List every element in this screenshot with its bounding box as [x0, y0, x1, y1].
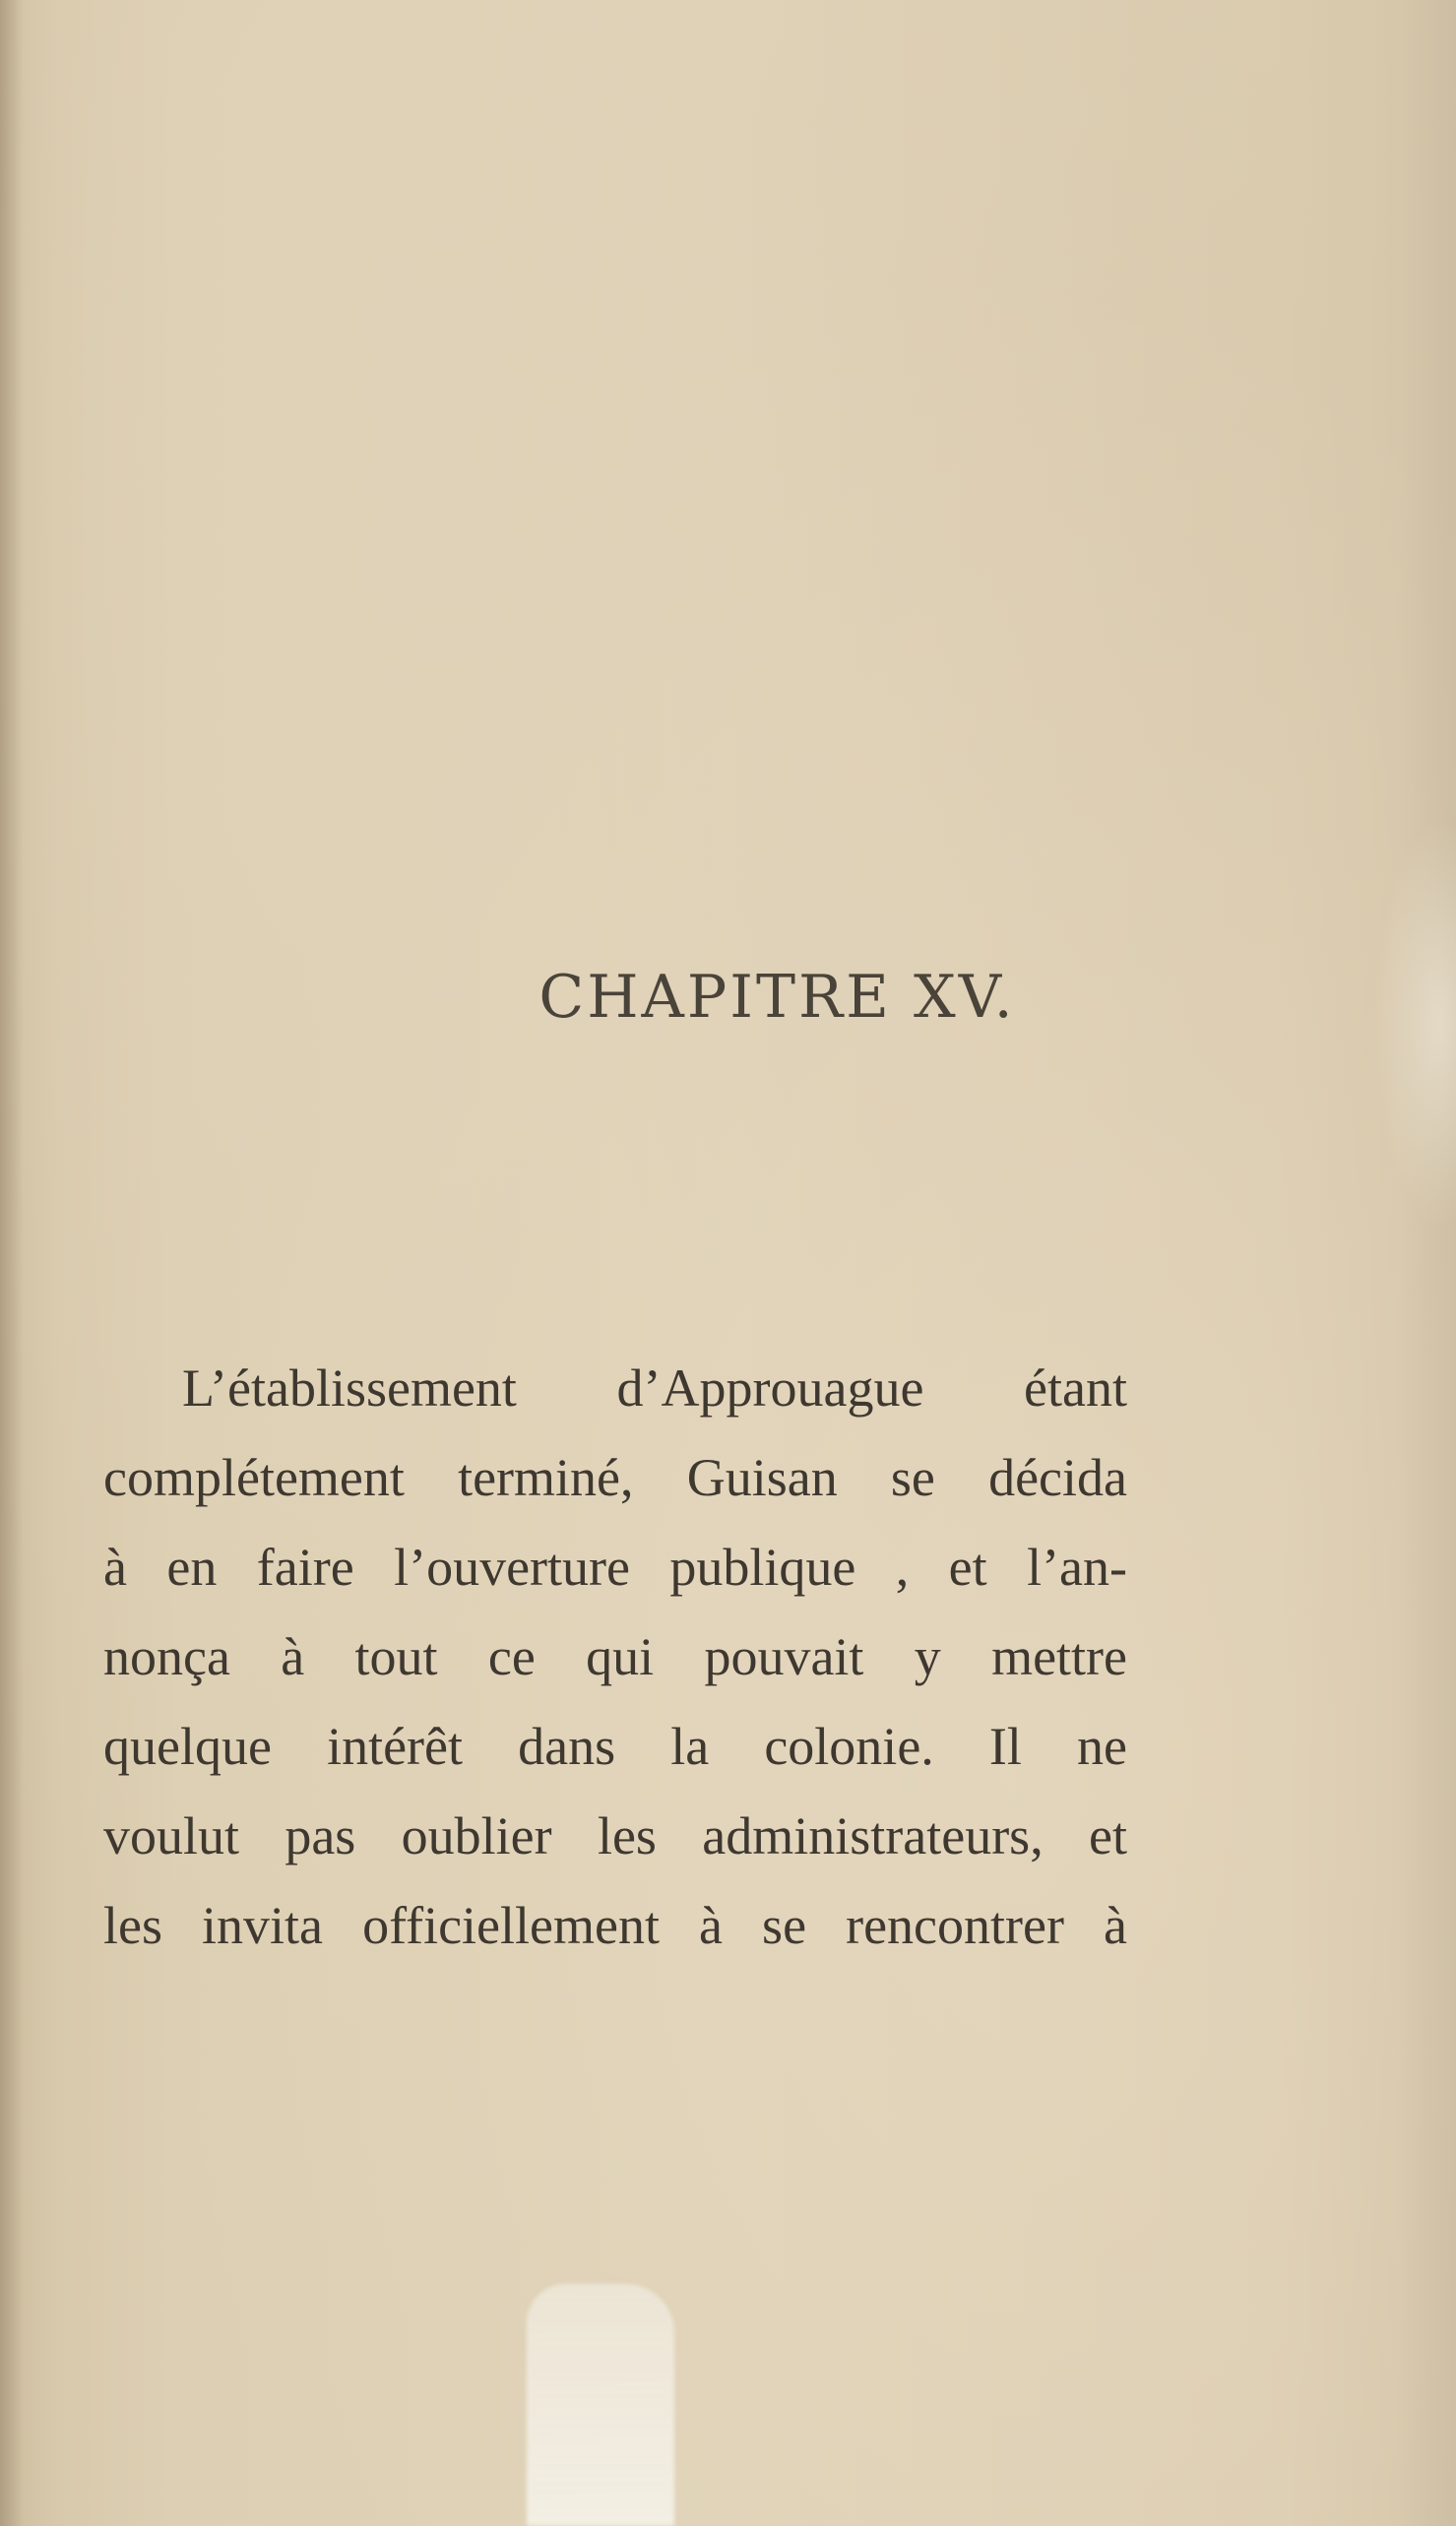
text-line: complétement terminé, Guisan se décida [103, 1448, 1127, 1507]
page-edge-shadow [1397, 0, 1456, 2526]
body-paragraph [103, 1344, 1127, 1971]
paper-stain [527, 2284, 674, 2526]
text-line: les invita officiellement à se rencontrer à [103, 1896, 1127, 1955]
text-line: voulut pas oublier les administrateurs, et [103, 1806, 1127, 1865]
text-line: quelque intérêt dans la colonie. Il ne [103, 1717, 1127, 1776]
text-line: nonça à tout ce qui pouvait y mettre [103, 1627, 1127, 1686]
text-line: à en faire l’ouverture publique , et l’an- [103, 1538, 1127, 1597]
chapter-heading: CHAPITRE XV. [538, 963, 1016, 1032]
text-line: L’établissement d’Approuague étant [182, 1358, 1127, 1418]
page-edge-shadow [0, 0, 24, 2526]
